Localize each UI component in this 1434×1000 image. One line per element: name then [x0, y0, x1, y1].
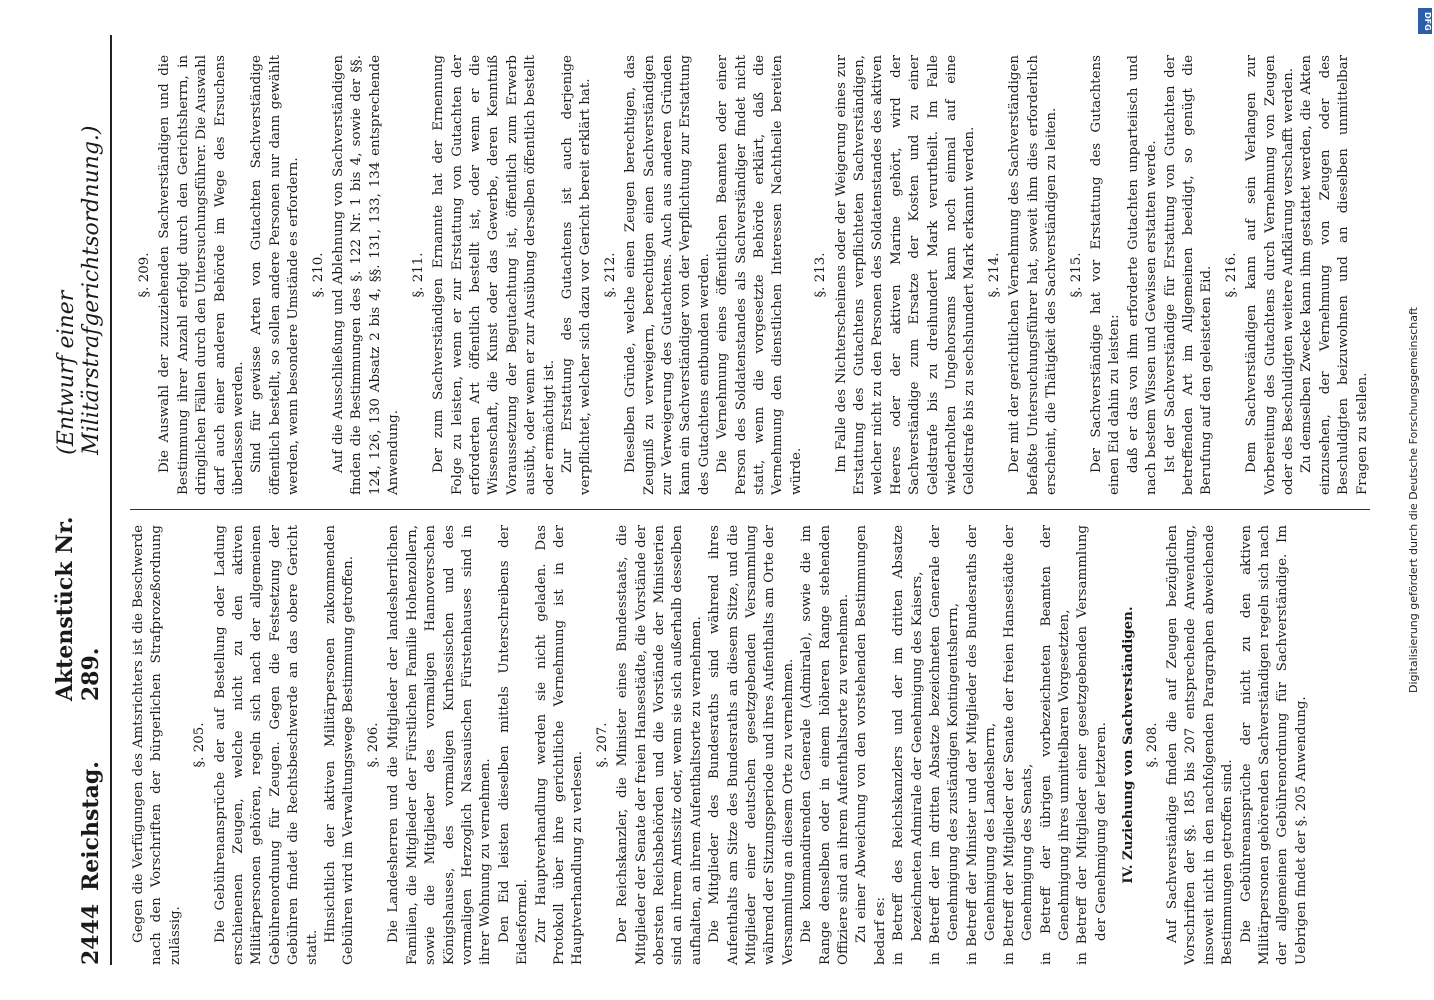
section-heading: §. 211.	[410, 252, 426, 298]
running-head	[52, 35, 112, 965]
rotated-page-content	[52, 35, 1382, 965]
paragraph: Zu demselben Zwecke kann ihm gestattet werden, die Akten einzusehen, der Vernehmung von Zeugen oder des Beschuldigten beizuwohnen und an dieselben unmittelbar Fragen zu stellen.	[1299, 55, 1370, 495]
paragraph: Zur Erstattung des Gutachtens ist auch derjenige verpflichtet, welcher sich dazu vor Gericht bereit erklärt hat.	[559, 55, 594, 495]
paragraph: Im Falle des Nichterscheinens oder der Weigerung eines zur Erstattung des Gutachtens verpflichteten Sachverständigen, welcher nicht zu den Personen des Soldatenstandes des aktiven Heeres oder der aktiven Marine gehört, wird der Sachverständige zum Ersatze der Kosten und zu einer Geldstrafe bis zu dreihundert Mark verurtheilt. Im Falle wiederholten Ungehorsams kann noch einmal auf eine Geldstrafe bis zu sechshundert Mark erkannt werden.	[833, 55, 978, 495]
paragraph: Zu einer Abweichung von den vorstehenden Bestimmungen bedarf es:	[854, 525, 888, 965]
section-heading: §. 215.	[1068, 252, 1084, 298]
paragraph: Zur Hauptverhandlung werden sie nicht geladen. Das Protokoll über ihre gerichtliche Vernehmung ist in der Hauptverhandlung zu verlesen.	[533, 525, 586, 965]
list-item: in Betreff der Mitglieder der Senate der freien Hansestädte der Genehmigung des Senats,	[1001, 525, 1036, 965]
paragraph: Der zum Sachverständigen Ernannte hat der Ernennung Folge zu leisten, wenn er zur Erstattung von Gutachten der erforderten Art öffentlich bestellt ist, oder wenn er die Wissenschaft, die Kunst oder das Gewerbe, deren Kenntniß Voraussetzung der Begutachtung ist, öffentlich zum Erwerb ausübt, oder wenn er zur Ausübung derselben öffentlich bestellt oder ermächtigt ist.	[431, 55, 557, 495]
section-heading: §. 209.	[137, 252, 152, 298]
paragraph: Dem Sachverständigen kann auf sein Verlangen zur Vorbereitung des Gutachtens durch Vernehmung von Zeugen oder des Beschuldigten weitere Aufklärung verschafft werden.	[1244, 55, 1296, 495]
paragraph: Der Sachverständige hat vor Erstattung des Gutachtens einen Eid dahin zu leisten:	[1088, 55, 1123, 495]
section-heading: §. 210.	[310, 252, 326, 298]
paragraph: Die Landesherren und die Mitglieder der landesherrlichen Familien, die Mitglieder der Fürstlichen Familie Hohenzollern, sowie die Mitglieder des vormaligen Hannoverschen Königshauses, des vormaligen Kurhessischen und des vormaligen Herzoglich Nassauischen Fürstenhauses sind in ihrer Wohnung zu vernehmen.	[386, 525, 494, 965]
list-item: in Betreff der Mitglieder einer gesetzgebenden Versammlung der Genehmigung der letzteren.	[1075, 525, 1109, 965]
header-right: (Entwurf einer Militärstrafgerichtsordnung.)	[54, 125, 104, 455]
header-left: Reichstag.	[78, 761, 104, 891]
list-item: in Betreff der Minister und der Mitglieder des Bundesraths der Genehmigung des Landesherrn,	[964, 525, 999, 965]
paragraph: daß er das von ihm erforderte Gutachten unparteiisch und nach bestem Wissen und Gewissen erstatten werde.	[1125, 55, 1160, 495]
section-heading: §. 214.	[986, 252, 1002, 298]
column-divider	[130, 509, 1370, 510]
paragraph: Die Vernehmung eines öffentlichen Beamten oder einer Person des Soldatenstandes als Sachverständiger findet nicht statt, wenn die vorgesetzte Behörde erklärt, daß die Vernehmung den dienstlichen Interessen Nachtheile bereiten würde.	[715, 55, 804, 495]
paragraph: Sind für gewisse Arten von Gutachten Sachverständige öffentlich bestellt, so sollen andere Personen nur dann gewählt werden, wenn besondere Umstände es erfordern.	[249, 55, 302, 495]
paragraph: Die Gebührenansprüche der nicht zu den aktiven Militärpersonen gehörenden Sachverständigen regeln sich nach der allgemeinen Gebührenordnung für Sachverständige. Im Uebrigen findet der §. 205 Anwendung.	[1238, 525, 1309, 965]
paragraph: Die Mitglieder des Bundesraths sind während ihres Aufenthalts am Sitze des Bundesraths an diesem Sitze, und die Mitglieder einer deutschen gesetzgebenden Versammlung während der Sitzungsperiode und ihres Aufenthalts am Orte der Versammlung an diesem Orte zu vernehmen.	[707, 525, 796, 965]
paragraph: Der mit der gerichtlichen Vernehmung des Sachverständigen befaßte Untersuchungsführer hat, soweit ihm dies erforderlich erscheint, die Thätigkeit des Sachverständigen zu leiten.	[1007, 55, 1060, 495]
dfg-logo: DFG	[1418, 8, 1432, 34]
section-heading: §. 212.	[602, 252, 618, 298]
list-item: in Betreff der im dritten Absatze bezeichneten Generale der Genehmigung des zuständigen Kontingentsherrn,	[928, 525, 962, 965]
section-heading: §. 205.	[192, 722, 208, 768]
section-heading: §. 213.	[813, 252, 829, 298]
paragraph: Auf die Ausschließung und Ablehnung von Sachverständigen finden die Bestimmungen des §. 122 Nr. 1 bis 4, sowie der §§. 124, 126, 130 Absatz 2 bis 4, §§. 131, 133, 134 entsprechende Anwendung.	[331, 55, 402, 495]
right-column	[130, 55, 1372, 495]
list-item: in Betreff der übrigen vorbezeichneten Beamten der Genehmigung ihres unmittelbaren Vorgesetzten,	[1038, 525, 1072, 965]
section-heading: §. 216.	[1223, 252, 1239, 298]
paragraph: Ist der Sachverständige für Erstattung von Gutachten der betreffenden Art im Allgemeinen beeidigt, so genügt die Berufung auf den geleisteten Eid.	[1162, 55, 1215, 495]
paragraph: Die Auswahl der zuzuziehenden Sachverständigen und die Bestimmung ihrer Anzahl erfolgt durch den Gerichtsherrn, in dringlichen Fällen durch den Untersuchungsführer. Die Auswahl darf auch einer anderen Behörde im Wege des Ersuchens überlassen werden.	[157, 55, 247, 495]
list-item: in Betreff des Reichskanzlers und der im dritten Absatze bezeichneten Admirale der Genehmigung des Kaisers,	[891, 525, 925, 965]
page-number: 2444	[78, 903, 104, 965]
chapter-heading: IV. Zuziehung von Sachverständigen.	[1120, 606, 1137, 884]
digitization-credit: Digitalisierung gefördert durch die Deutsche Forschungsgemeinschaft	[1407, 307, 1420, 693]
section-heading: §. 207.	[594, 722, 610, 768]
header-middle: Aktenstück Nr. 289.	[52, 516, 104, 702]
section-heading: §. 208.	[1144, 722, 1160, 768]
paragraph: Der Reichskanzler, die Minister eines Bundesstaats, die Mitglieder der Senate der freien Hansestädte, die Vorstände der obersten Reichsbehörden und die Vorstände der Ministerien sind an ihrem Amtssitz oder, wenn sie sich außerhalb desselben aufhalten, an ihrem Aufenthaltsorte zu vernehmen.	[615, 525, 704, 965]
paragraph: Hinsichtlich der aktiven Militärpersonen zukommenden Gebühren wird im Verwaltungswege Bestimmung getroffen.	[323, 525, 357, 965]
section-heading: §. 206.	[365, 722, 381, 768]
paragraph: Gegen die Verfügungen des Amtsrichters ist die Beschwerde nach den Vorschriften der bürgerlichen Strafprozeßordnung zulässig.	[131, 525, 183, 965]
paragraph: Die Gebührenansprüche der auf Bestellung oder Ladung erschienenen Zeugen, welche nicht zu den aktiven Militärpersonen gehören, regeln sich nach der allgemeinen Gebührenordnung für Zeugen. Gegen die Festsetzung der Gebühren findet die Rechtsbeschwerde an das obere Gericht statt.	[212, 525, 320, 965]
paragraph: Auf Sachverständige finden die auf Zeugen bezüglichen Vorschriften der §§. 185 bis 207 entsprechende Anwendung, insoweit nicht in den nachfolgenden Paragraphen abweichende Bestimmungen getroffen sind.	[1164, 525, 1236, 965]
paragraph: Dieselben Gründe, welche einen Zeugen berechtigen, das Zeugniß zu verweigern, berechtigen einen Sachverständigen zur Verweigerung des Gutachtens. Auch aus anderen Gründen kann ein Sachverständiger von der Verpflichtung zur Erstattung des Gutachtens entbunden werden.	[623, 55, 712, 495]
paragraph: Den Eid leisten dieselben mittels Unterschreibens der Eidesformel.	[496, 525, 531, 965]
left-column	[130, 525, 1311, 965]
paragraph: Die kommandirenden Generale (Admirale), sowie die im Range denselben oder in einem höheren Range stehenden Offiziere sind an ihrem Aufenthaltsorte zu vernehmen.	[799, 525, 852, 965]
